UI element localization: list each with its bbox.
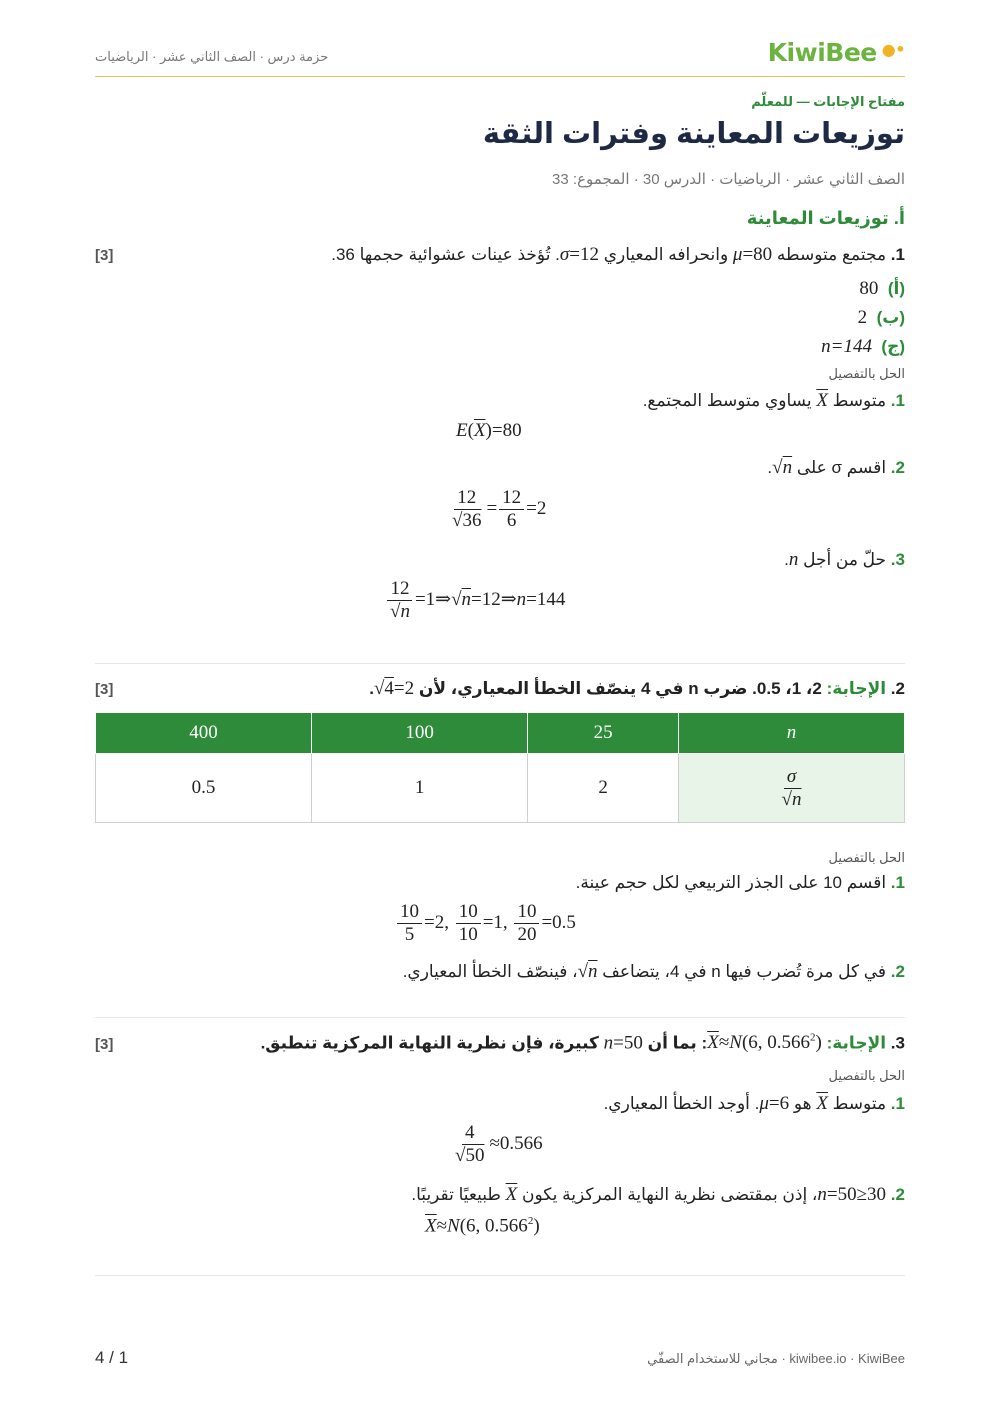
table-header-row bbox=[96, 713, 905, 754]
q2-step-2: 2. في كل مرة تُضرب فيها n في 4، يتضاعف √n، فينصّف الخطأ المعياري. bbox=[402, 961, 905, 982]
q1-step-3: 3. حلّ من أجل n. bbox=[784, 549, 905, 570]
q1-statement: 1. مجتمع متوسطه μ=80 وانحرافه المعياري σ=12. تُؤخذ عينات عشوائية حجمها 36. bbox=[331, 244, 905, 265]
table-header-cell: 25 bbox=[528, 713, 679, 754]
q2-eq-1: $\frac{10}{5}$ =2, $\frac{10}{10}$ =1, $\frac{10}{20}$ =0.5 bbox=[395, 901, 576, 946]
q1-part-b: (ب) 2 bbox=[857, 307, 905, 328]
q2-detail-label: الحل بالتفصيل bbox=[828, 850, 905, 865]
q1-part-c: (ج) n=144 bbox=[821, 336, 905, 357]
section-heading: أ. توزيعات المعاينة bbox=[746, 208, 905, 228]
q2-statement: 2. الإجابة: 2، 1، 0.5. ضرب n في 4 ينصّف الخطأ المعياري، لأن √4=2. bbox=[369, 678, 905, 699]
table-header-cell: 100 bbox=[312, 713, 528, 754]
q3-marks: [3] bbox=[95, 1036, 114, 1053]
header-divider bbox=[95, 76, 905, 77]
table-row bbox=[96, 754, 905, 823]
page-header bbox=[95, 38, 905, 76]
q1-step-2: 2. اقسم σ على √n. bbox=[767, 457, 905, 478]
page-number: 4 / 1 bbox=[95, 1348, 129, 1367]
separator-3 bbox=[95, 1275, 905, 1276]
page-title: توزيعات المعاينة وفترات الثقة bbox=[482, 118, 905, 150]
logo-dots-icon: ●• bbox=[876, 40, 905, 59]
q1-part-a: (أ) 80 bbox=[859, 278, 905, 299]
q1-detail-label: الحل بالتفصيل bbox=[828, 366, 905, 381]
footer-credit: kiwibee.io · KiwiBee · مجاني للاستخدام الصفّي bbox=[647, 1351, 905, 1366]
q1-eq-1: $E(\overline{X})=80$ bbox=[456, 420, 522, 441]
q2-marks: [3] bbox=[95, 681, 114, 698]
answer-key-label: مفتاح الإجابات — للمعلّم bbox=[751, 94, 905, 109]
worksheet-page bbox=[95, 0, 905, 1413]
separator-2 bbox=[95, 1017, 905, 1018]
q3-eq-2: $\overline{X}\approx N(6$, 0.566$^2$) bbox=[425, 1215, 540, 1237]
q3-step-1: 1. متوسط $\overline{X}$ هو μ=6. أوجد الخطأ المعياري. bbox=[603, 1093, 905, 1114]
breadcrumb: حزمة درس · الصف الثاني عشر · الرياضيات bbox=[95, 49, 329, 64]
table-cell: 1 bbox=[312, 754, 528, 823]
q1-eq-2: $\frac{12}{√36}$ = $\frac{12}{6}$ =2 bbox=[452, 487, 547, 531]
table-header-cell: 400 bbox=[96, 713, 312, 754]
separator-1 bbox=[95, 663, 905, 664]
q3-statement: 3. الإجابة: $\overline{X}\approx N(6$, 0.566$^2$): بما أن n=50 كبيرة، فإن نظرية النهاية المركزية تنطبق. bbox=[260, 1032, 905, 1054]
lesson-meta: الصف الثاني عشر · الرياضيات · الدرس 30 · المجموع: 33 bbox=[552, 171, 905, 188]
q1-step-1: 1. متوسط $\overline{X}$ يساوي متوسط المجتمع. bbox=[642, 390, 905, 411]
q2-step-1: 1. اقسم 10 على الجذر التربيعي لكل حجم عينة. bbox=[575, 873, 905, 892]
table-cell: 0.5 bbox=[96, 754, 312, 823]
q3-eq-1: $\frac{4}{√50}$ ≈0.566 bbox=[455, 1122, 543, 1166]
table-cell: 2 bbox=[528, 754, 679, 823]
standard-error-table bbox=[95, 712, 905, 823]
q1-eq-3: $\frac{12}{√n}$ =1⇒√n=12⇒n=144 bbox=[385, 578, 565, 623]
kiwibee-logo: KiwiBee ●• bbox=[767, 38, 905, 67]
table-header-cell: n bbox=[679, 713, 905, 754]
q3-detail-label: الحل بالتفصيل bbox=[828, 1068, 905, 1083]
table-row-label: $\frac{\sigma}{√n}$ bbox=[679, 754, 905, 823]
q1-marks: [3] bbox=[95, 247, 114, 264]
q3-step-2: 2. n=50≥30، إذن بمقتضى نظرية النهاية المركزية يكون $\overline{X}$ طبيعيًا تقريبًا. bbox=[411, 1184, 905, 1205]
